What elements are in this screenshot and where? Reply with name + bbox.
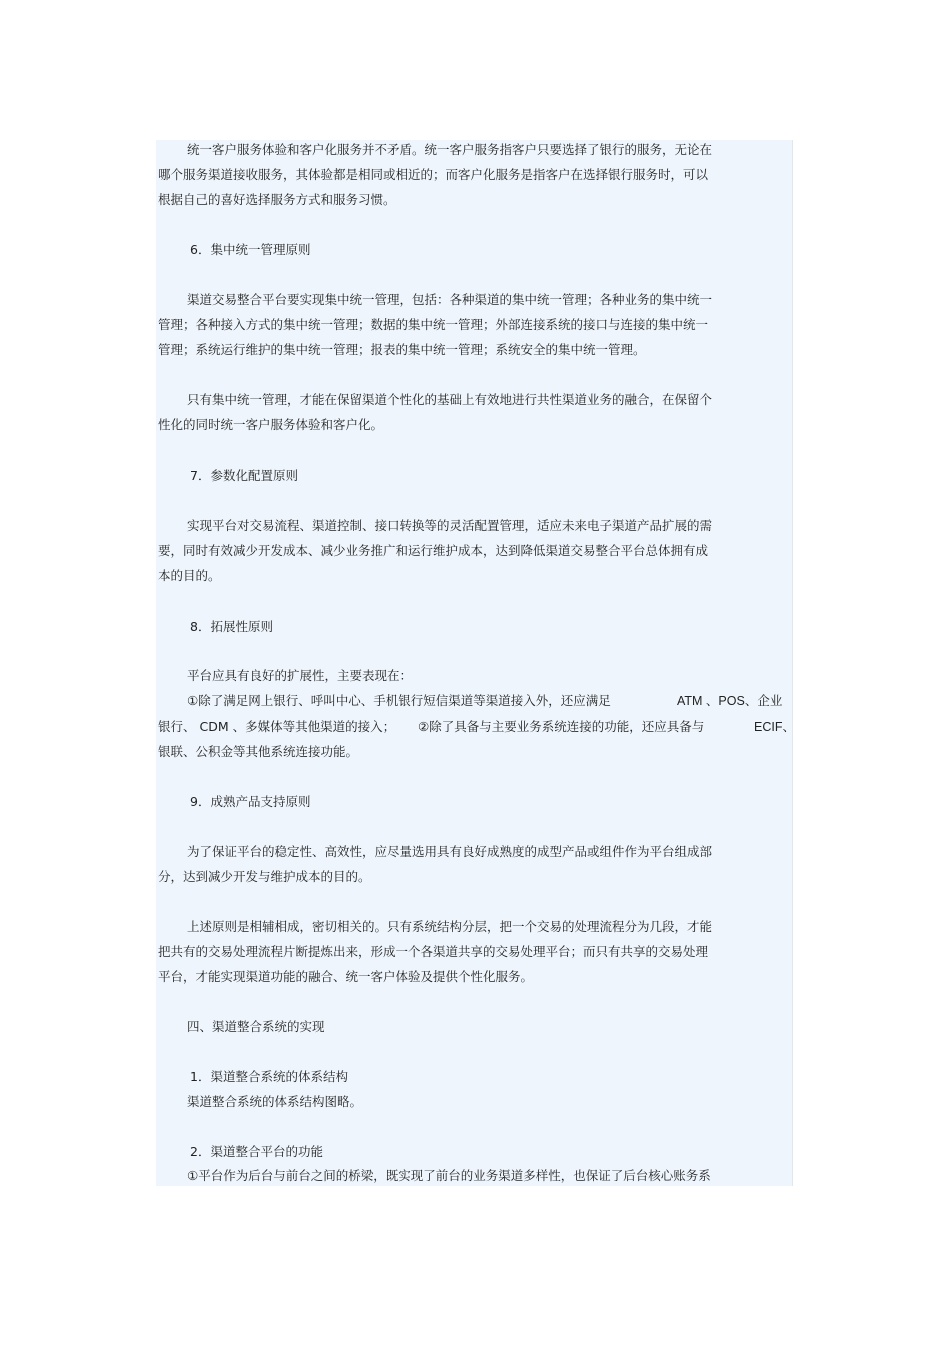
paragraph-line: 本的目的。 (158, 568, 221, 583)
paragraph-line: 要，同时有效减少开发成本、减少业务推广和运行维护成本，达到降低渠道交易整合平台总体拥有成 (158, 543, 709, 558)
paragraph-line: 上述原则是相辅相成，密切相关的。只有系统结构分层，把一个交易的处理流程分为几段，才能 (187, 919, 713, 934)
paragraph-line: 只有集中统一管理，才能在保留渠道个性化的基础上有效地进行共性渠道业务的融合，在保留个 (187, 392, 713, 407)
paragraph-line: ①平台作为后台与前台之间的桥梁，既实现了前台的业务渠道多样性，也保证了后台核心账务系 (187, 1168, 711, 1183)
subsection-heading: 2．渠道整合平台的功能 (190, 1144, 323, 1159)
paragraph-line: 实现平台对交易流程、渠道控制、接口转换等的灵活配置管理，适应未来电子渠道产品扩展的需 (187, 518, 713, 533)
paragraph-fragment: ②除了具备与主要业务系统连接的功能，还应具备与 (418, 719, 705, 734)
section-heading: 8．拓展性原则 (190, 619, 273, 634)
paragraph-line: 性化的同时统一客户服务体验和客户化。 (158, 417, 384, 432)
paragraph-fragment: ATM 、POS、企业 (677, 694, 783, 708)
paragraph-line: 为了保证平台的稳定性、高效性，应尽量选用具有良好成熟度的成型产品或组件作为平台组成部 (187, 844, 713, 859)
paragraph-line: 管理；系统运行维护的集中统一管理；报表的集中统一管理；系统安全的集中统一管理。 (158, 342, 646, 357)
paragraph-line: 管理；各种接入方式的集中统一管理；数据的集中统一管理；外部连接系统的接口与连接的集中统一 (158, 317, 709, 332)
paragraph-line: 把共有的交易处理流程片断提炼出来，形成一个各渠道共享的交易处理平台；而只有共享的交易处理 (158, 944, 709, 959)
section-heading: 9．成熟产品支持原则 (190, 794, 311, 809)
paragraph-fragment: ECIF、 (754, 720, 795, 734)
section-heading: 6．集中统一管理原则 (190, 242, 311, 257)
paragraph-line: 哪个服务渠道接收服务，其体验都是相同或相近的；而客户化服务是指客户在选择银行服务时，可以 (158, 167, 709, 182)
section-heading: 7．参数化配置原则 (190, 468, 298, 483)
paragraph-line: 分，达到减少开发与维护成本的目的。 (158, 869, 371, 884)
paragraph-line: 根据自己的喜好选择服务方式和服务习惯。 (158, 192, 396, 207)
paragraph-line: 平台，才能实现渠道功能的融合、统一客户体验及提供个性化服务。 (158, 969, 534, 984)
paragraph-line: 渠道交易整合平台要实现集中统一管理，包括：各种渠道的集中统一管理；各种业务的集中统一 (187, 292, 713, 307)
paragraph-line: 银行、 CDM 、多媒体等其他渠道的接入； (158, 719, 396, 734)
section-heading: 四、渠道整合系统的实现 (187, 1019, 325, 1034)
paragraph-line: ①除了满足网上银行、呼叫中心、手机银行短信渠道等渠道接入外，还应满足 (187, 693, 611, 708)
paragraph-line: 银联、公积金等其他系统连接功能。 (158, 744, 359, 759)
paragraph-line: 平台应具有良好的扩展性，主要表现在： (187, 668, 413, 683)
paragraph-line: 统一客户服务体验和客户化服务并不矛盾。统一客户服务指客户只要选择了银行的服务，无论在 (187, 142, 713, 157)
paragraph-line: 渠道整合系统的体系结构图略。 (187, 1094, 363, 1109)
subsection-heading: 1．渠道整合系统的体系结构 (190, 1069, 348, 1084)
